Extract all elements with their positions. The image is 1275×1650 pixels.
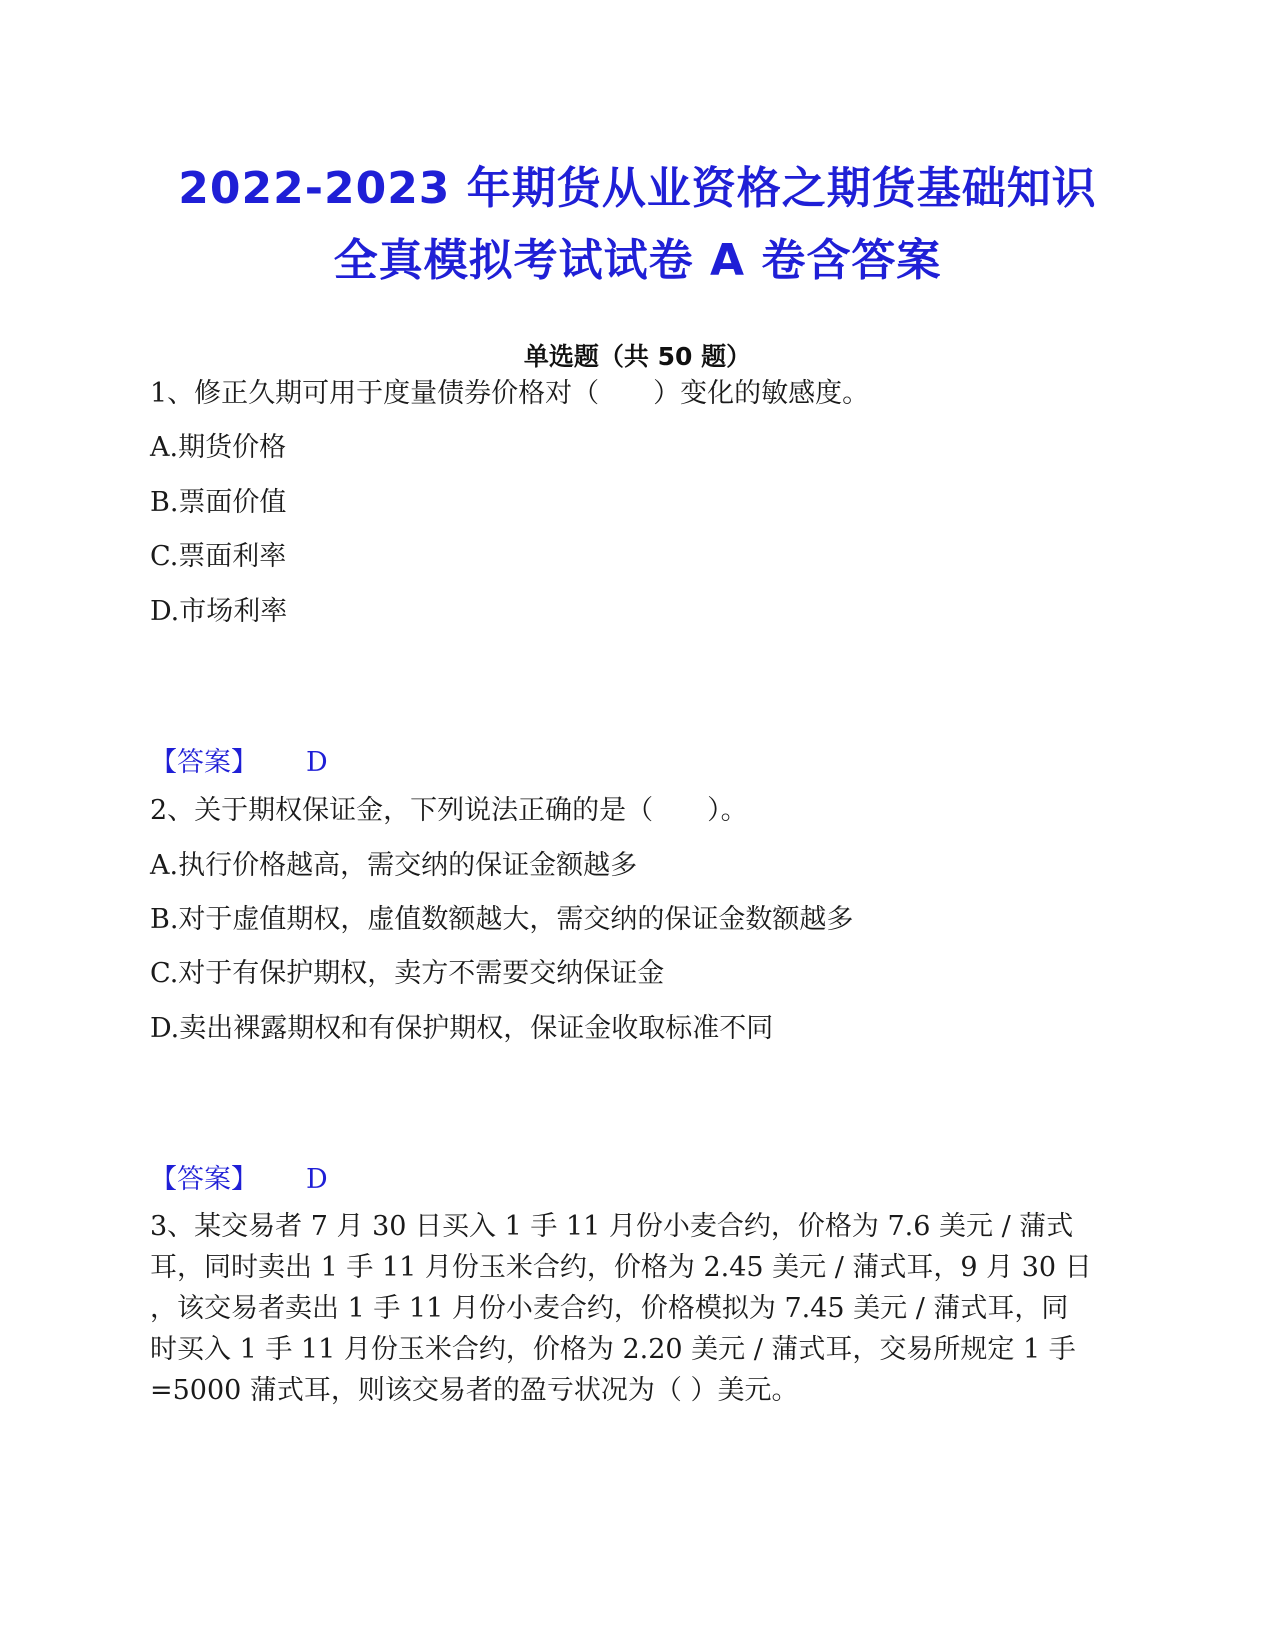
- question-2-stem: 2、关于期权保证金，下列说法正确的是（ ）。: [150, 795, 748, 826]
- question-2-option-c: C.对于有保护期权，卖方不需要交纳保证金: [150, 958, 665, 989]
- question-2-option-a: A.执行价格越高，需交纳的保证金额越多: [150, 850, 638, 881]
- question-2-answer: [150, 1157, 328, 1196]
- section-heading: 单选题（共 50 题）: [523, 342, 752, 371]
- question-1-option-a: A.期货价格: [150, 432, 287, 463]
- question-3-stem-line: 3、某交易者 7 月 30 日买入 1 手 11 月份小麦合约，价格为 7.6 美元 / 蒲式: [150, 1211, 1074, 1242]
- question-1-option-d: D.市场利率: [150, 596, 288, 627]
- question-3-stem-line: ，该交易者卖出 1 手 11 月份小麦合约，价格模拟为 7.45 美元 / 蒲式耳，同: [150, 1293, 1069, 1324]
- answer-value: D: [306, 747, 328, 778]
- answer-label: 【答案】: [150, 1164, 258, 1195]
- question-2-option-d: D.卖出裸露期权和有保护期权，保证金收取标准不同: [150, 1013, 774, 1044]
- question-3-stem-line: 时买入 1 手 11 月份玉米合约，价格为 2.20 美元 / 蒲式耳，交易所规定 1 手: [150, 1334, 1076, 1365]
- answer-value: D: [306, 1164, 328, 1195]
- question-1-option-c: C.票面利率: [150, 541, 287, 572]
- answer-label: 【答案】: [150, 747, 258, 778]
- question-1-answer: [150, 740, 328, 779]
- document-title-line-2: 全真模拟考试试卷 A 卷含答案: [333, 235, 942, 286]
- document-title-line-1: 2022-2023 年期货从业资格之期货基础知识: [178, 163, 1097, 214]
- question-3-stem: [150, 1206, 1130, 1411]
- question-2-option-b: B.对于虚值期权，虚值数额越大，需交纳的保证金数额越多: [150, 904, 854, 935]
- question-3-stem-line: =5000 蒲式耳，则该交易者的盈亏状况为（ ）美元。: [150, 1375, 799, 1406]
- question-1-option-b: B.票面价值: [150, 487, 287, 518]
- question-3-stem-line: 耳，同时卖出 1 手 11 月份玉米合约，价格为 2.45 美元 / 蒲式耳，9 月 30 日: [150, 1252, 1092, 1283]
- question-1-stem: 1、修正久期可用于度量债券价格对（ ）变化的敏感度。: [150, 378, 870, 409]
